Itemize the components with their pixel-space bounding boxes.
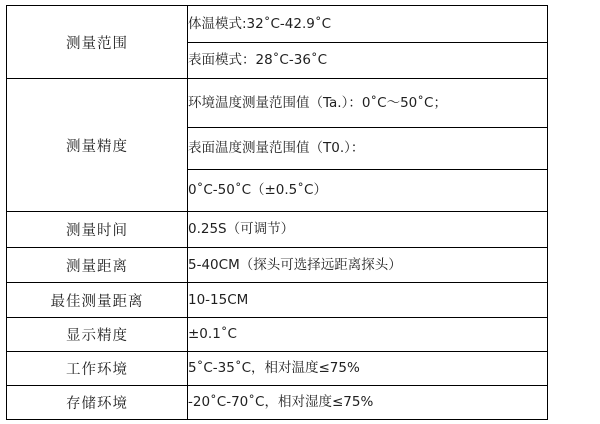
row-label-measurement-range: 测量范围 (7, 6, 188, 79)
row-value-surface-temp-range-label: 表面温度测量范围值（T0.）： (188, 128, 548, 170)
row-label-measurement-distance: 测量距离 (7, 248, 188, 283)
row-label-operating-environment: 工作环境 (7, 352, 188, 386)
row-value-measurement-time: 0.25S（可调节） (188, 212, 548, 248)
table-row (7, 352, 548, 386)
table-row (7, 6, 548, 43)
table-row (7, 318, 548, 352)
table-row (7, 248, 548, 283)
row-label-optimal-distance: 最佳测量距离 (7, 283, 188, 318)
row-value-ambient-temp-range: 环境温度测量范围值（Ta.）：0˚C～50˚C； (188, 79, 548, 128)
table-row (7, 212, 548, 248)
row-value-surface-mode: 表面模式：28˚C-36˚C (188, 43, 548, 79)
row-value-operating-environment: 5˚C-35˚C，相对温度≤75% (188, 352, 548, 386)
row-label-measurement-accuracy: 测量精度 (7, 79, 188, 212)
row-value-optimal-distance: 10-15CM (188, 283, 548, 318)
table-row (7, 283, 548, 318)
row-value-body-temp-mode: 体温模式:32˚C-42.9˚C (188, 6, 548, 43)
row-label-storage-environment: 存储环境 (7, 386, 188, 420)
row-value-display-accuracy: ±0.1˚C (188, 318, 548, 352)
row-label-measurement-time: 测量时间 (7, 212, 188, 248)
table-row (7, 79, 548, 128)
table-row (7, 386, 548, 420)
row-value-measurement-distance: 5-40CM（探头可选择远距离探头） (188, 248, 548, 283)
specification-table (6, 5, 548, 420)
row-value-surface-temp-range-value: 0˚C-50˚C（±0.5˚C） (188, 170, 548, 212)
spec-table-document (0, 5, 600, 424)
row-label-display-accuracy: 显示精度 (7, 318, 188, 352)
row-value-storage-environment: -20˚C-70˚C，相对湿度≤75% (188, 386, 548, 420)
